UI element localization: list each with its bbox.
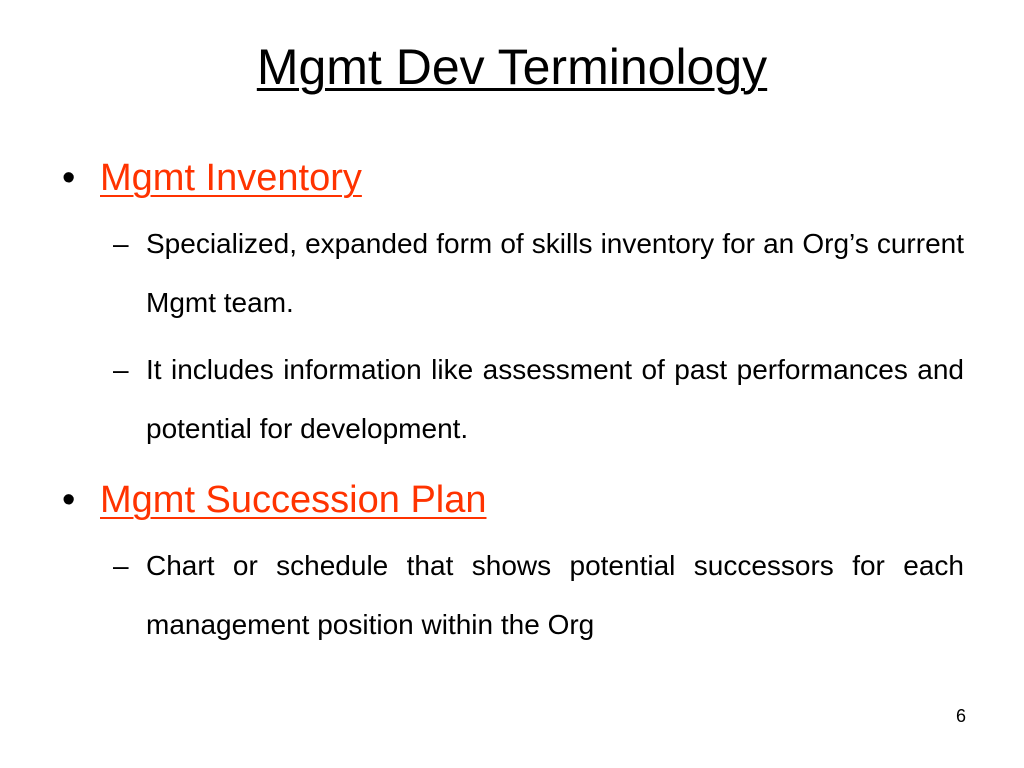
bullet-marker: • [62, 157, 76, 199]
subpoint-text: Chart or schedule that shows potential successors for each management position within the Org [146, 550, 964, 640]
bullet-mgmt-inventory [62, 150, 964, 206]
subpoint-marker: – [113, 354, 129, 385]
bullet-heading: Mgmt Inventory [100, 157, 362, 199]
subpoint [62, 340, 964, 458]
subpoint-marker: – [113, 228, 129, 259]
subpoint-text: It includes information like assessment of past performances and potential for development. [146, 354, 964, 444]
subpoint [62, 214, 964, 332]
subpoint-marker: – [113, 550, 129, 581]
slide-title: Mgmt Dev Terminology [256, 39, 768, 95]
subpoint-group [62, 536, 964, 654]
subpoint-text: Specialized, expanded form of skills inventory for an Org’s current Mgmt team. [146, 228, 964, 318]
bullet-marker: • [62, 479, 76, 521]
bullet-heading: Mgmt Succession Plan [100, 479, 487, 521]
page-number: 6 [955, 706, 966, 726]
subpoint [62, 536, 964, 654]
slide-content [62, 150, 964, 668]
subpoint-group [62, 214, 964, 458]
bullet-mgmt-succession-plan [62, 472, 964, 528]
